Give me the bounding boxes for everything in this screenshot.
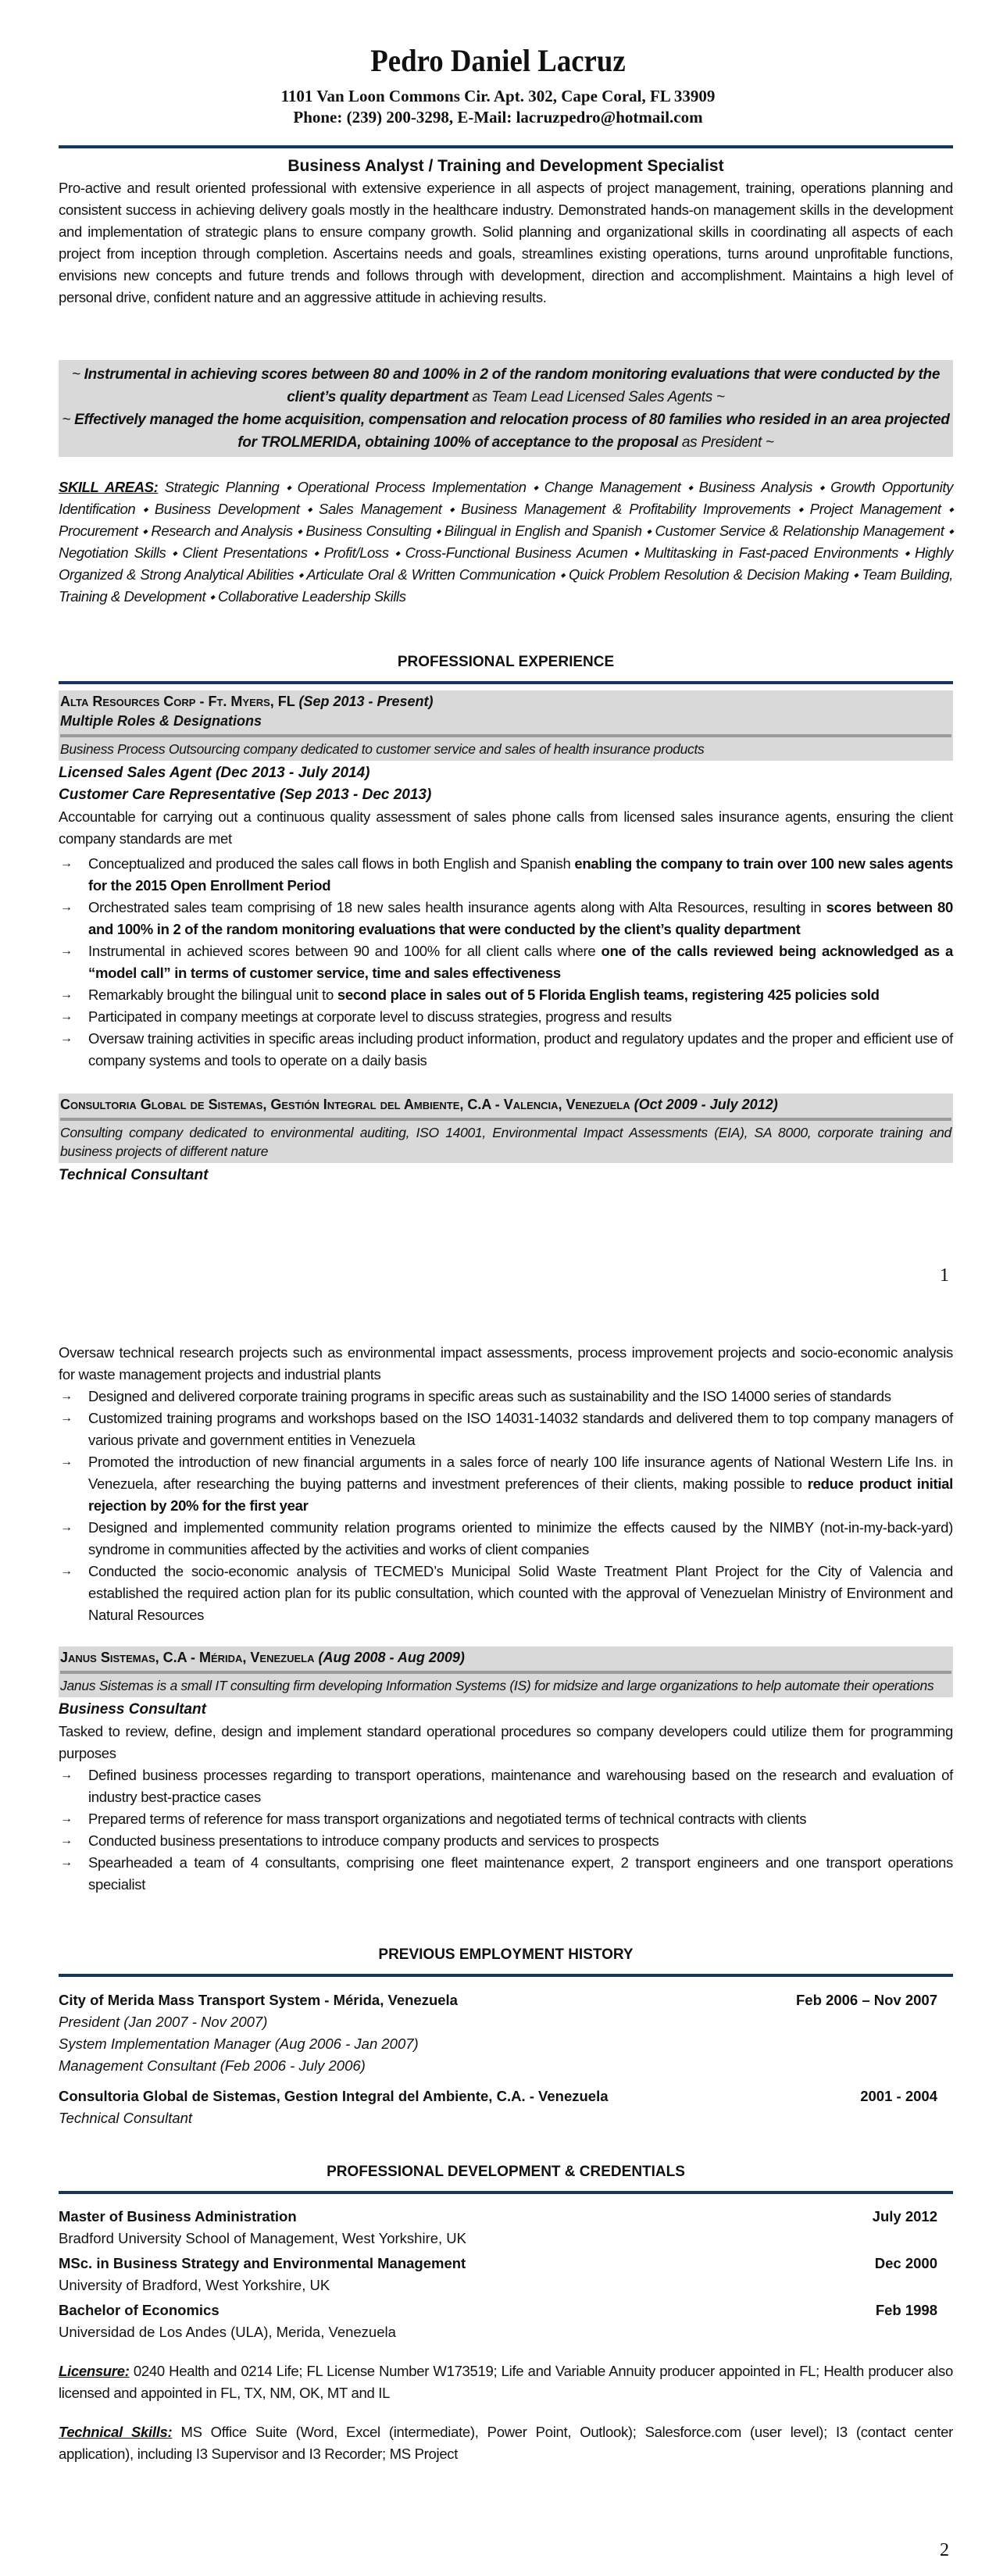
arrow-icon: →	[60, 1856, 73, 1869]
company-box-alta	[59, 690, 953, 761]
arrow-icon: →	[60, 1455, 73, 1468]
arrow-icon: →	[60, 1834, 73, 1847]
degree-date: Feb 1998	[875, 2302, 937, 2318]
company-header	[59, 1647, 953, 1671]
arrow-icon: →	[60, 1032, 73, 1045]
page-number: 1	[940, 1265, 949, 1286]
section-divider	[59, 681, 953, 684]
technical-skills-text: MS Office Suite (Word, Excel (intermediate), Power Point, Outlook); Salesforce.com (user level); I3 (contact center application), including I3 Supervisor and I3 Recorder; MS Project	[59, 2424, 953, 2462]
list-item: → Spearheaded a team of 4 consultants, comprising one fleet maintenance expert, 2 transport engineers and one transport operations specialist	[59, 1852, 953, 1896]
degree-item	[59, 2206, 953, 2250]
arrow-icon: →	[60, 988, 73, 1001]
arrow-icon: →	[60, 1565, 73, 1578]
section-divider	[59, 1974, 953, 1977]
headline: Business Analyst / Training and Development Specialist	[287, 157, 724, 175]
highlight-2	[62, 409, 950, 454]
list-item: → Remarkably brought the bilingual unit to second place in sales out of 5 Florida English teams, registering 425 policies sold	[59, 984, 953, 1006]
company-dates: (Aug 2008 - Aug 2009)	[318, 1650, 465, 1665]
list-item: → Conceptualized and produced the sales call flows in both English and Spanish enabling the company to train over 100 new sales agents for the 2015 Open Enrollment Period	[59, 853, 953, 897]
degree-name: MSc. in Business Strategy and Environmental Management	[59, 2255, 466, 2271]
list-item: → Designed and delivered corporate training programs in specific areas such as sustainability and the ISO 14000 series of standards	[59, 1386, 953, 1408]
licensure-text: 0240 Health and 0214 Life; FL License Number W173519; Life and Variable Annuity producer appointed in FL; Health producer also licensed and appointed in FL, TX, NM, OK, MT and IL	[59, 2363, 953, 2401]
company-name: Consultoria Global de Sistemas, Gestión Integral del Ambiente, C.A - Valencia, Venezuela	[60, 1097, 634, 1112]
tilde: ~	[71, 366, 84, 383]
header-divider	[59, 145, 953, 148]
company-dates: (Sep 2013 - Present)	[298, 694, 434, 709]
company-box-janus	[59, 1647, 953, 1697]
highlight-1-role: as Team Lead Licensed Sales Agents ~	[468, 389, 725, 405]
achievement-list	[59, 1386, 953, 1626]
page-number: 2	[940, 2540, 949, 2560]
school-name: Bradford University School of Management, West Yorkshire, UK	[59, 2230, 467, 2246]
technical-skills	[59, 2421, 953, 2465]
skill-areas-label: SKILL AREAS:	[59, 479, 159, 495]
role-title: Licensed Sales Agent (Dec 2013 - July 2014)	[59, 765, 370, 781]
arrow-icon: →	[60, 1521, 73, 1534]
list-item: → Prepared terms of reference for mass transport organizations and negotiated terms of technical contracts with clients	[59, 1808, 953, 1830]
role-title: Business Consultant	[59, 1701, 206, 1718]
list-item: → Designed and implemented community relation programs oriented to minimize the effects caused by the NIMBY (not-in-my-back-yard) syndrome in communities affected by the activities and works of client companies	[59, 1517, 953, 1561]
employment-item	[59, 2085, 953, 2129]
school-name: Universidad de Los Andes (ULA), Merida, Venezuela	[59, 2324, 396, 2340]
role-line: Technical Consultant	[59, 2110, 193, 2126]
company-name: Alta Resources Corp - Ft. Myers, FL	[60, 694, 299, 709]
highlight-2-role: as President ~	[677, 434, 774, 451]
list-item: → Conducted the socio-economic analysis of TECMED’s Municipal Solid Waste Treatment Plant Project for the City of Valencia and established the required action plan for its public consultation, which counted with the approval of Venezuelan Ministry of Environment and Natural Resources	[59, 1561, 953, 1626]
highlight-1	[62, 363, 950, 409]
list-item: → Instrumental in achieved scores between 90 and 100% for all client calls where one of the calls reviewed being acknowledged as a “model call” in terms of customer service, time and sales effectiveness	[59, 940, 953, 984]
arrow-icon: →	[60, 944, 73, 958]
role-intro: Tasked to review, define, design and implement standard operational procedures so company developers could utilize them for programming purposes	[59, 1723, 953, 1761]
degree-date: July 2012	[872, 2208, 937, 2225]
list-item: → Participated in company meetings at corporate level to discuss strategies, progress and results	[59, 1006, 953, 1028]
technical-skills-label: Technical Skills:	[59, 2424, 173, 2440]
role-title: Technical Consultant	[59, 1167, 209, 1183]
company-description: Consulting company dedicated to environmental auditing, ISO 14001, Environmental Impact Assessments (EIA), SA 8000, corporate training and business projects of different nature	[60, 1125, 951, 1159]
degree-item	[59, 2253, 953, 2296]
consultoria-continued	[59, 1342, 953, 1896]
company-header	[59, 690, 953, 734]
arrow-icon: →	[60, 1010, 73, 1023]
arrow-icon: →	[60, 901, 73, 914]
list-item: → Defined business processes regarding to transport operations, maintenance and warehousing based on the research and evaluation of industry best-practice cases	[59, 1764, 953, 1808]
employment-dates: Feb 2006 – Nov 2007	[796, 1992, 937, 2008]
employer-name: City of Merida Mass Transport System - Mérida, Venezuela	[59, 1992, 458, 2008]
credentials-section	[59, 2162, 953, 2465]
contact-line: Phone: (239) 200-3298, E-Mail: lacruzpedro@hotmail.com	[293, 108, 703, 127]
employment-item	[59, 1989, 953, 2077]
list-item: → Oversaw training activities in specific areas including product information, product and regulatory updates and the proper and efficient use of company systems and tools to operate on a daily basis	[59, 1028, 953, 1072]
skill-areas-list: Strategic Planning ⬩ Operational Process Implementation ⬩ Change Management ⬩ Business Analysis ⬩ Growth Opportunity Identification ⬩ Business Development ⬩ Sales Management ⬩ Business Management & Profitability Improvements ⬩ Project Management ⬩ Procurement ⬩ Research and Analysis ⬩ Business Consulting ⬩ Bilingual in English and Spanish ⬩ Customer Service & Relationship Management ⬩ Negotiation Skills ⬩ Client Presentations ⬩ Profit/Loss ⬩ Cross-Functional Business Acumen ⬩ Multitasking in Fast-paced Environments ⬩ Highly Organized & Strong Analytical Abilities ⬩ Articulate Oral & Written Communication ⬩ Quick Problem Resolution & Decision Making ⬩ Team Building, Training & Development ⬩ Collaborative Leadership Skills	[59, 479, 953, 605]
arrow-icon: →	[60, 1812, 73, 1825]
company-header	[59, 1094, 953, 1118]
candidate-name: Pedro Daniel Lacruz	[370, 43, 626, 78]
role-intro: Oversaw technical research projects such as environmental impact assessments, process improvement projects and socio-economic analysis for waste management projects and industrial plants	[59, 1344, 953, 1383]
company-description: Business Process Outsourcing company dedicated to customer service and sales of health insurance products	[60, 741, 705, 757]
previous-employment	[59, 1945, 953, 2129]
list-item: → Promoted the introduction of new financial arguments in a sales force of nearly 100 life insurance agents of National Western Life Ins. in Venezuela, after researching the buying patterns and investment preferences of their clients, making possible to reduce product initial rejection by 20% for the first year	[59, 1451, 953, 1517]
section-title-experience: PROFESSIONAL EXPERIENCE	[397, 654, 615, 670]
employer-name: Consultoria Global de Sistemas, Gestion Integral del Ambiente, C.A. - Venezuela	[59, 2088, 609, 2104]
skill-areas	[59, 476, 953, 608]
achievement-list	[59, 1764, 953, 1896]
section-title-previous: PREVIOUS EMPLOYMENT HISTORY	[378, 1946, 634, 1963]
summary-section	[59, 155, 953, 309]
header-rule-wrap	[59, 145, 953, 148]
licensure-label: Licensure:	[59, 2363, 130, 2379]
degree-date: Dec 2000	[874, 2255, 937, 2271]
arrow-icon: →	[60, 857, 73, 870]
degree-item	[59, 2299, 953, 2343]
summary-text: Pro-active and result oriented professional with extensive experience in all aspects of project management, training, operations planning and consistent success in achieving delivery goals mostly in the healthcare industry. Demonstrated hands-on management skills in the development and implementation of strategic plans to ensure company growth. Solid planning and organizational skills in coordinating all aspects of each project from inception through completion. Ascertains needs and goals, streamlines existing operations, turns around unprofitable functions, envisions new concepts and future trends and follows through with development, direction and accomplishment. Maintains a high level of personal drive, confident nature and an aggressive attitude in achieving results.	[59, 180, 953, 305]
section-title-credentials: PROFESSIONAL DEVELOPMENT & CREDENTIALS	[327, 2164, 685, 2180]
role-title: Customer Care Representative (Sep 2013 - Dec 2013)	[59, 787, 432, 803]
arrow-icon: →	[60, 1768, 73, 1782]
achievement-list	[59, 853, 953, 1072]
list-item: → Orchestrated sales team comprising of 18 new sales health insurance agents along with Alta Resources, resulting in scores between 80 and 100% in 2 of the random monitoring evaluations that were conducted by the client’s quality department	[59, 897, 953, 940]
company-description: Janus Sistemas is a small IT consulting firm developing Information Systems (IS) for midsize and large organizations to help automate their operations	[60, 1678, 934, 1693]
address: 1101 Van Loon Commons Cir. Apt. 302, Cape Coral, FL 33909	[280, 87, 716, 105]
company-name: Janus Sistemas, C.A - Mérida, Venezuela	[60, 1650, 319, 1665]
company-subtitle: Multiple Roles & Designations	[60, 713, 262, 729]
company-box-consultoria	[59, 1094, 953, 1163]
licensure	[59, 2360, 953, 2404]
role-line: Management Consultant (Feb 2006 - July 2006)	[59, 2057, 366, 2074]
highlight-2-bold: Effectively managed the home acquisition, compensation and relocation process of 80 families who resided in an area projected for TROLMERIDA, obtaining 100% of acceptance to the proposal	[74, 412, 950, 451]
highlight-1-bold: Instrumental in achieving scores between 80 and 100% in 2 of the random monitoring evaluations that were conducted by the client’s quality department	[84, 366, 941, 405]
degree-name: Bachelor of Economics	[59, 2302, 220, 2318]
role-line: President (Jan 2007 - Nov 2007)	[59, 2014, 268, 2030]
degree-name: Master of Business Administration	[59, 2208, 297, 2225]
role-intro: Accountable for carrying out a continuous quality assessment of sales phone calls from licensed sales insurance agents, ensuring the client company standards are met	[59, 808, 953, 847]
arrow-icon: →	[60, 1411, 73, 1425]
employment-dates: 2001 - 2004	[860, 2088, 937, 2104]
highlights-box	[59, 360, 953, 457]
experience-section	[59, 652, 953, 1186]
role-line: System Implementation Manager (Aug 2006 - Jan 2007)	[59, 2035, 419, 2052]
arrow-icon: →	[60, 1390, 73, 1403]
list-item: → Conducted business presentations to introduce company products and services to prospects	[59, 1830, 953, 1852]
section-divider	[59, 2191, 953, 2194]
list-item: → Customized training programs and workshops based on the ISO 14031-14032 standards and delivered them to top company managers of various private and government entities in Venezuela	[59, 1408, 953, 1451]
school-name: University of Bradford, West Yorkshire, UK	[59, 2277, 330, 2293]
company-dates: (Oct 2009 - July 2012)	[634, 1097, 778, 1112]
tilde: ~	[62, 412, 75, 428]
